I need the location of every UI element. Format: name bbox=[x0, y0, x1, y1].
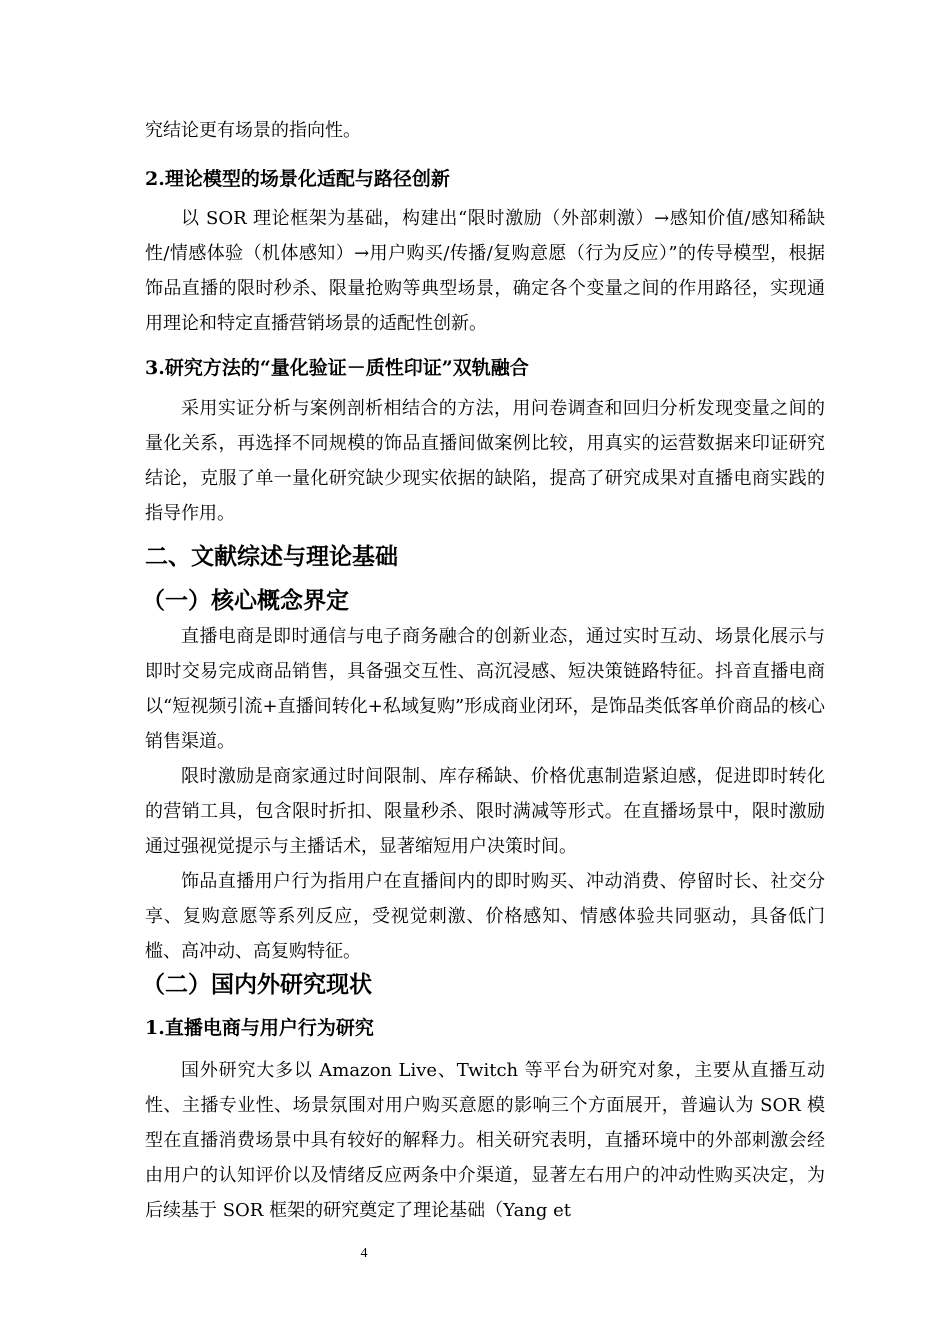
paragraph-continuation: 究结论更有场景的指向性。 bbox=[145, 120, 361, 141]
paragraph-live-ecommerce: 直播电商是即时通信与电子商务融合的创新业态，通过实时互动、场景化展示与即时交易完成商品销售，具备强交互性、高沉浸感、短决策链路特征。抖音直播电商以“短视频引流+直播间转化+私域复购”形成商业闭环，是饰品类低客单价商品的核心销售渠道。 bbox=[145, 626, 825, 752]
paragraph-research-method: 采用实证分析与案例剖析相结合的方法，用问卷调查和回归分析发现变量之间的量化关系，再选择不同规模的饰品直播间做案例比较，用真实的运营数据来印证研究结论，克服了单一量化研究缺少现实依据的缺陷，提高了研究成果对直播电商实践的指导作用。 bbox=[145, 398, 825, 524]
paragraph-user-behavior: 饰品直播用户行为指用户在直播间内的即时购买、冲动消费、停留时长、社交分享、复购意愿等系列反应，受视觉刺激、价格感知、情感体验共同驱动，具备低门槛、高冲动、高复购特征。 bbox=[145, 871, 825, 962]
paragraph-foreign-research: 国外研究大多以 Amazon Live、Twitch 等平台为研究对象，主要从直播互动性、主播专业性、场景氛围对用户购买意愿的影响三个方面展开，普遍认为 SOR 模型在直播消费场景中具有较好的解释力。相关研究表明，直播环境中的外部刺激会经由用户的认知评价以及情绪反应两条中介渠道，显著左右用户的冲动性购买决定，为后续基于 SOR 框架的研究奠定了理论基础（Yang et bbox=[145, 1060, 825, 1221]
page-number: 4 bbox=[360, 1246, 368, 1261]
subsection-heading-core-concepts: （一）核心概念界定 bbox=[142, 587, 349, 614]
subheading-2: 2.理论模型的场景化适配与路径创新 bbox=[145, 168, 450, 190]
paragraph-time-limited-incentive: 限时激励是商家通过时间限制、库存稀缺、价格优惠制造紧迫感，促进即时转化的营销工具，包含限时折扣、限量秒杀、限时满减等形式。在直播场景中，限时激励通过强视觉提示与主播话术，显著缩短用户决策时间。 bbox=[145, 766, 825, 857]
subheading-3: 3.研究方法的“量化验证－质性印证”双轨融合 bbox=[145, 357, 529, 379]
subsection-heading-research-status: （二）国内外研究现状 bbox=[142, 971, 372, 998]
paragraph-theory-model: 以 SOR 理论框架为基础，构建出“限时激励（外部刺激）→感知价值/感知稀缺性/情感体验（机体感知）→用户购买/传播/复购意愿（行为反应）”的传导模型，根据饰品直播的限时秒杀、限量抢购等典型场景，确定各个变量之间的作用路径，实现通用理论和特定直播营销场景的适配性创新。 bbox=[145, 208, 825, 334]
section-heading-2: 二、文献综述与理论基础 bbox=[145, 543, 398, 570]
subheading-1: 1.直播电商与用户行为研究 bbox=[145, 1017, 374, 1039]
